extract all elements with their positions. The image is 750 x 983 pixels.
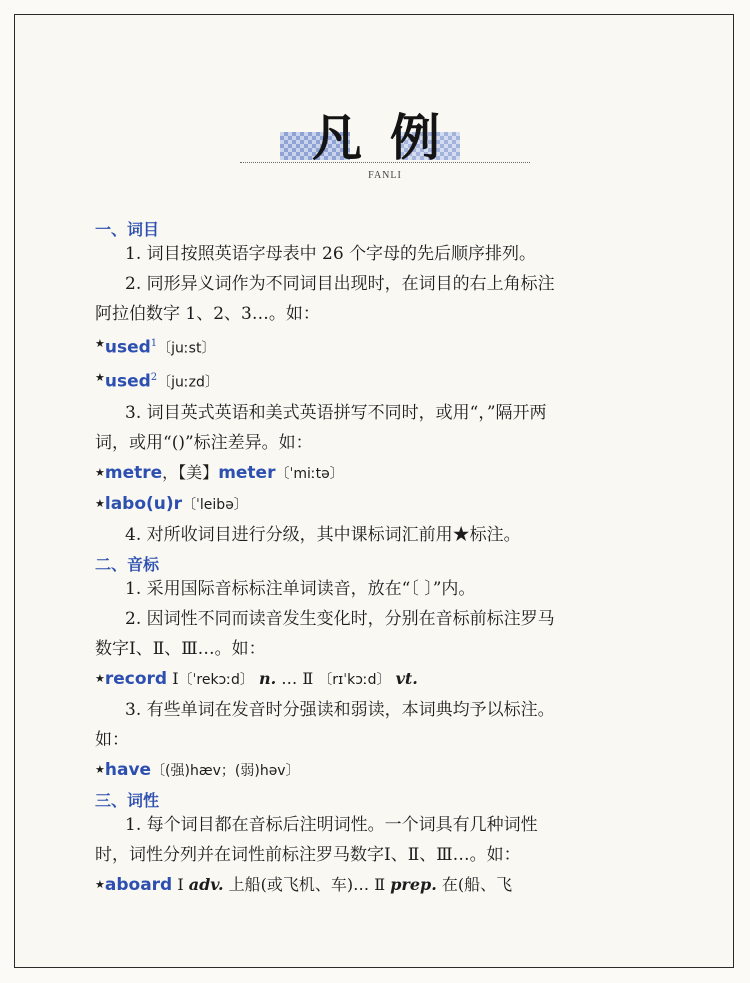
headword: aboard [104,874,173,895]
example-entry [95,758,665,783]
variant-separator: ，【美】 [162,462,219,482]
star-icon: ★ [95,371,105,385]
star-icon: ★ [95,877,105,891]
definition: 在(船、飞 [441,874,513,894]
headword: metre [104,462,163,483]
part-of-speech: prep. [390,874,437,894]
title-block [240,98,530,190]
example-entry [95,332,665,360]
phonetic: 〔ˈrekɔːd〕 [178,671,254,688]
part-of-speech: vt. [395,668,418,688]
section-heading-entries: 一、词目 [95,220,160,239]
example-entry [95,492,665,517]
paragraph: 1. 采用国际音标标注单词读音，放在“〔 〕”内。 [125,578,476,599]
headword: used [104,337,151,358]
example-entry [95,461,665,486]
page-title: 凡例 [312,108,468,167]
example-entry [95,667,665,692]
paragraph: 时，词性分列并在词性前标注罗马数字Ⅰ、Ⅱ、Ⅲ…。如： [95,844,521,865]
roman-numeral: Ⅱ [374,874,386,894]
headword: labo(u)r [104,493,183,514]
paragraph: 4. 对所收词目进行分级，其中课标词汇前用★标注。 [125,524,521,545]
star-icon: ★ [95,337,105,350]
content [95,214,665,903]
headword-variant: meter [218,462,276,483]
example-entry [95,366,665,394]
paragraph: 3. 有些单词在发音时分强读和弱读，本词典均予以标注。 [125,699,555,720]
headword: have [104,759,152,780]
definition: 上船(或飞机、车)… [228,874,370,894]
paragraph: 如： [95,729,129,750]
paragraph: 2. 同形异义词作为不同词目出现时，在词目的右上角标注 [125,274,555,294]
section-heading-phonetics: 二、音标 [95,554,160,574]
phonetic: 〔juːst〕 [157,340,216,357]
phonetic: 〔juːzd〕 [157,374,219,391]
paragraph: 阿拉伯数字 1、2、3…。如： [95,304,320,324]
ellipsis: … Ⅱ [281,668,314,688]
section-heading-parts-of-speech: 三、词性 [95,790,160,810]
roman-numeral: Ⅰ [172,668,179,688]
homograph-number: 1 [150,338,158,349]
star-icon: ★ [95,762,105,776]
phonetic: 〔rɪˈkɔːd〕 [318,671,391,688]
paragraph: 1. 词目按照英语字母表中 26 个字母的先后顺序排列。 [125,244,537,264]
headword: used [104,371,151,392]
headword: record [104,668,168,689]
phonetic: 〔ˈmiːtə〕 [275,465,344,482]
paragraph: 3. 词目英式英语和美式英语拼写不同时，或用“，”隔开两 [125,402,547,423]
star-icon: ★ [95,671,105,685]
paragraph: 词，或用“()”标注差异。如： [95,432,313,453]
phonetic: 〔ˈleibə〕 [182,496,248,513]
star-icon: ★ [95,496,105,510]
paragraph: 数字Ⅰ、Ⅱ、Ⅲ…。如： [95,638,266,659]
part-of-speech: adv. [188,874,224,894]
homograph-number: 2 [150,372,158,384]
example-entry [95,873,665,897]
roman-numeral: Ⅰ [177,874,184,894]
paragraph: 1. 每个词目都在音标后注明词性。一个词具有几种词性 [125,814,538,835]
phonetic: 〔(强)hæv；(弱)həv〕 [151,762,300,779]
star-icon: ★ [95,465,105,479]
page-title-pinyin: FANLI [368,170,402,181]
paragraph: 2. 因词性不同而读音发生变化时，分别在音标前标注罗马 [125,608,555,629]
part-of-speech: n. [258,668,277,688]
